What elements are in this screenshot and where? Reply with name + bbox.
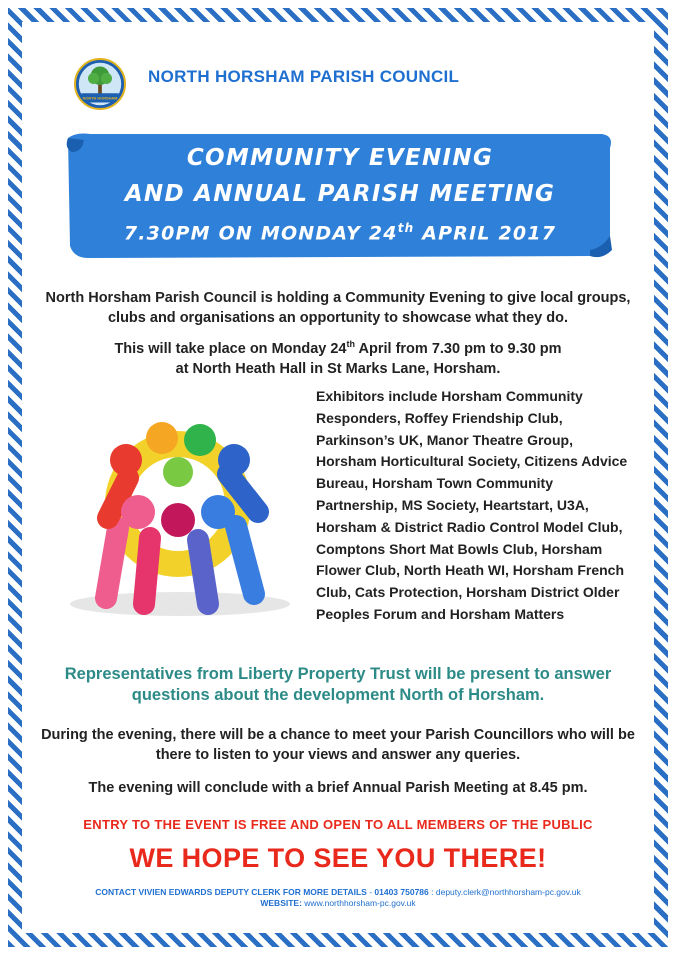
contact-label: CONTACT VIVIEN EDWARDS DEPUTY CLERK FOR MORE DETAILS	[95, 887, 367, 897]
contact-details: CONTACT VIVIEN EDWARDS DEPUTY CLERK FOR MORE DETAILS - 01403 750786 : deputy.clerk@northhorsham-pc.gov.uk WEBSITE: www.northhorsham-pc.gov.uk	[95, 887, 581, 908]
website-label: WEBSITE:	[260, 898, 302, 908]
venue-paragraph: This will take place on Monday 24th April from 7.30 pm to 9.30 pm at North Heath Hall in St Marks Lane, Horsham.	[114, 339, 562, 377]
exhibitors-list: Exhibitors include Horsham Community Responders, Roffey Friendship Club, Parkinson’s UK, Manor Theatre Group, Horsham Horticultural Society, Citizens Advice Bureau, Horsham Town Community Partnership, MS Society, Heartstart, U3A, Horsham & District Radio Control Model Club, Comptons Short Mat Bowls Club, Horsham Flower Club, North Heath WI, Horsham French Club, Cats Protection, Horsham District Older Peoples Forum and Horsham Matters	[316, 388, 628, 622]
closing-headline: WE HOPE TO SEE YOU THERE!	[129, 843, 547, 873]
logo-text: NORTH HORSHAM	[82, 95, 118, 101]
banner-line-1: COMMUNITY EVENING	[186, 145, 494, 171]
community-circle-illustration	[58, 408, 294, 620]
liberty-announcement: Representatives from Liberty Property Trust will be present to answer questions about the development North of Horsham.	[64, 665, 612, 704]
council-name: NORTH HORSHAM PARISH COUNCIL	[148, 67, 460, 86]
intro-paragraph: North Horsham Parish Council is holding a Community Evening to give local groups, clubs and organisations an opportunity to showcase what they do.	[45, 290, 631, 326]
conclusion-paragraph: The evening will conclude with a brief Annual Parish Meeting at 8.45 pm.	[88, 780, 588, 796]
council-logo	[74, 58, 126, 110]
banner-line-2: AND ANNUAL PARISH MEETING	[124, 181, 556, 207]
contact-email[interactable]: deputy.clerk@northhorsham-pc.gov.uk	[435, 887, 581, 897]
banner-date: 7.30PM ON MONDAY 24th APRIL 2017	[123, 221, 557, 245]
contact-phone: 01403 750786	[374, 887, 429, 897]
entry-notice: ENTRY TO THE EVENT IS FREE AND OPEN TO ALL MEMBERS OF THE PUBLIC	[83, 817, 593, 832]
evening-paragraph: During the evening, there will be a chance to meet your Parish Councillors who will be there to listen to your views and answer any queries.	[41, 727, 635, 763]
website-link[interactable]: www.northhorsham-pc.gov.uk	[304, 898, 416, 908]
banner-title	[62, 140, 618, 249]
